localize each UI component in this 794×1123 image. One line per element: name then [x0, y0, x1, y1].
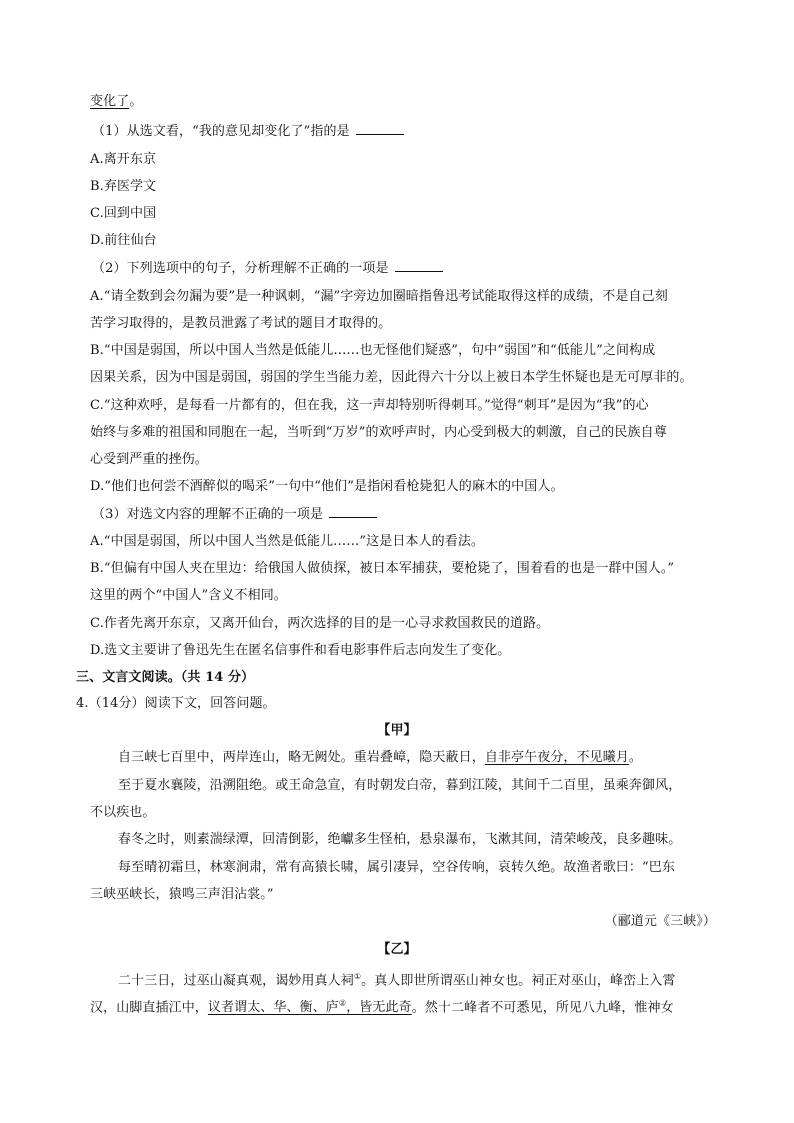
underlined-phrase: 议者谓太、华、衡、庐②，皆无此奇: [207, 999, 412, 1016]
option-2d: D.“他们也何尝不酒醉似的喝采”一句中“他们”是指闲看枪毙犯人的麻木的中国人。: [90, 479, 564, 494]
paragraph-2-line2: 不以疾也。: [90, 805, 156, 820]
paragraph-1: 自三峡七百里中，两岸连山，略无阙处。重岩叠嶂，隐天蔽日，自非亭午夜分，不见曦月。: [118, 750, 643, 765]
paragraph-5-line1: 二十三日，过巫山凝真观，谒妙用真人祠①。真人即世所谓巫山神女也。祠正对巫山，峰峦上入霄: [118, 972, 676, 989]
underlined-phrase: 自非亭午夜分，不见曦月: [484, 750, 629, 765]
underlined-phrase: 变化了: [90, 94, 130, 109]
option-2c-line2: 始终与多难的祖国和同胞在一起，当听到“万岁”的欢呼声时，内心受到极大的刺激，自己的民族自尊: [90, 425, 667, 440]
paragraph-5-line2: 汉，山脚直插江中，议者谓太、华、衡、庐②，皆无此奇。然十二峰者不可悉见，所见八九峰，惟神女: [90, 999, 674, 1016]
passage-tail: 变化了。: [90, 94, 143, 109]
question-1: （1）从选文看，“我的意见却变化了”指的是: [92, 122, 732, 142]
option-1c: C.回到中国: [90, 206, 157, 221]
passage-yi-label: 【乙】: [377, 942, 417, 957]
option-3a: A.“中国是弱国，所以中国人当然是低能儿……”这是日本人的看法。: [90, 534, 485, 549]
question-4: 4.（14分）阅读下文，回答问题。: [76, 696, 276, 711]
option-3c: C.作者先离开东京，又离开仙台，两次选择的目的是一心寻求救国救民的道路。: [90, 616, 550, 631]
question-2: （2）下列选项中的句子，分析理解不正确的一项是: [92, 259, 732, 279]
option-2c-line3: 心受到严重的挫伤。: [90, 452, 208, 467]
section-heading: 三、文言文阅读。（共 14 分）: [76, 670, 255, 685]
answer-blank[interactable]: [395, 259, 443, 272]
option-2b-line1: B.“中国是弱国，所以中国人当然是低能儿……也无怪他们疑惑”，句中“弱国”和“低能儿”之间构成: [90, 343, 656, 358]
passage-jia-label: 【甲】: [377, 723, 417, 738]
option-2b-line2: 因果关系，因为中国是弱国，弱国的学生当能力差，因此得六十分以上被日本学生怀疑也是无可厚非的。: [90, 370, 693, 385]
option-1d: D.前往仙台: [90, 233, 157, 248]
option-2a-line2: 苦学习取得的，是教员泄露了考试的题目才取得的。: [90, 316, 392, 331]
option-3b-line2: 这里的两个“中国人”含义不相同。: [90, 588, 287, 603]
source-citation: （郦道元《三峡》）: [604, 914, 716, 929]
option-1b: B.弃医学文: [90, 179, 157, 194]
footnote-marker: ①: [353, 972, 362, 981]
option-1a: A.离开东京: [90, 152, 157, 167]
option-2a-line1: A.“请全数到会勿漏为要”是一种讽刺，“漏”字旁边加圈暗指鲁迅考试能取得这样的成绩，不是自己刻: [90, 289, 668, 304]
footnote-marker: ②: [338, 999, 347, 1008]
answer-blank[interactable]: [356, 122, 404, 135]
option-3d: D.选文主要讲了鲁迅先生在匿名信事件和看电影事件后志向发生了变化。: [90, 643, 511, 658]
paragraph-3: 春冬之时，则素湍绿潭，回清倒影，绝巘多生怪柏，悬泉瀑布，飞漱其间，清荣峻茂，良多趣味。: [118, 832, 682, 847]
option-3b-line1: B.“但偏有中国人夹在里边：给俄国人做侦探，被日本军捕获，要枪毙了，围着看的也是一群中国人。”: [90, 561, 675, 576]
answer-blank[interactable]: [329, 505, 377, 518]
paragraph-4-line1: 每至晴初霜旦，林寒涧肃，常有高猿长啸，属引凄异，空谷传响，哀转久绝。故渔者歌曰：“巴东: [118, 860, 675, 875]
paragraph-4-line2: 三峡巫峡长，猿鸣三声泪沾裳。”: [90, 887, 274, 902]
paragraph-2-line1: 至于夏水襄陵，沿溯阻绝。或王命急宣，有时朝发白帝，暮到江陵，其间千二百里，虽乘奔御风，: [118, 778, 682, 793]
option-2c-line1: C.“这种欢呼，是每看一片都有的，但在我，这一声却特别听得刺耳。”觉得“刺耳”是因为“我”的心: [90, 398, 649, 413]
question-3: （3）对选文内容的理解不正确的一项是: [92, 505, 732, 525]
